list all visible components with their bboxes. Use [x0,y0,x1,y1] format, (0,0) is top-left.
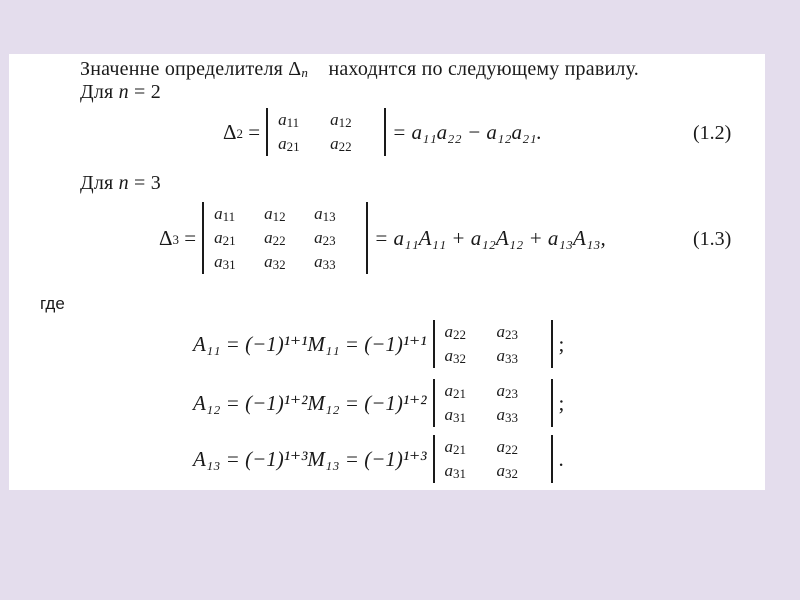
matrix-cell: $a_{11}$ [214,204,236,224]
minor-determinant [433,435,553,483]
intro-line-3 [80,172,161,195]
intro3-for: Для [80,172,114,194]
equation-1-3: Δ $_3$ = $a_{11}$ $a_{12}$ $a_{13}$ $a_{21}$ $a_{22}$ $a_{23}$ $a_{31}$ $a_{32}$ $a_{33}$ = a₁₁A₁₁ + a₁₂A₁₂ + a₁₃A₁₃, [159,204,606,272]
cofactor-lhs: A₁₃ = (−1)¹⁺³M₁₃ = (−1)¹⁺³ [193,446,427,471]
cofactor-lhs: A₁₁ = (−1)¹⁺¹M₁₁ = (−1)¹⁺¹ [193,331,427,356]
cofactor-end: ; [558,390,565,415]
cofactor-a11 [193,320,564,368]
delta-symbol: Δ [223,119,237,144]
matrix-cell: $a_{13}$ [314,204,336,224]
equation-rhs: = a₁₁a₂₂ − a₁₂a₂₁. [392,119,542,144]
matrix-cell: $a_{31}$ [444,405,467,425]
cofactor-end: ; [558,331,565,356]
intro-eq: = 2 [134,81,161,103]
cofactor-a12 [193,379,564,427]
intro-line-1 [80,58,639,81]
matrix-cell: $a_{33}$ [496,346,519,366]
matrix-cell: $a_{32}$ [444,346,467,366]
where-label: где [40,294,65,313]
determinant-2x2 [266,108,386,156]
matrix-cell: $a_{21}$ [444,381,467,401]
intro-n: n [118,81,129,103]
matrix-cell: $a_{31}$ [214,252,236,272]
equation-number-1-2: (1.2) [693,122,732,144]
matrix-cell: $a_{22}$ [444,322,467,342]
delta3-sub: 3 [172,232,180,247]
matrix-cell: $a_{12}$ [264,204,286,224]
matrix-cell: $a_{12}$ [330,110,352,130]
delta3-symbol: Δ [159,225,173,250]
equation-rhs-3: = a₁₁A₁₁ + a₁₂A₁₂ + a₁₃A₁₃, [374,225,606,250]
cofactor-lhs: A₁₂ = (−1)¹⁺²M₁₂ = (−1)¹⁺² [193,390,427,415]
matrix-cell: $a_{22}$ [330,134,352,154]
minor-determinant [433,320,553,368]
intro-text: Значенне определителя Δ [80,58,302,80]
cofactor-a13 [193,435,564,483]
matrix-cell: $a_{11}$ [278,110,300,130]
delta-sub: 2 [236,126,244,141]
matrix-cell: $a_{23}$ [314,228,336,248]
matrix-cell: $a_{21}$ [278,134,300,154]
cofactor-end: . [558,446,564,471]
document-page [9,54,765,490]
matrix-cell: $a_{22}$ [496,437,519,457]
matrix-cell: $a_{21}$ [444,437,467,457]
matrix-cell: $a_{23}$ [496,381,519,401]
determinant-3x3 [202,202,368,274]
matrix-cell: $a_{33}$ [314,252,336,272]
matrix-cell: $a_{22}$ [264,228,286,248]
intro-text-end: находнтся по следующему правилу. [328,58,639,80]
intro3-n: n [118,172,129,194]
equation-1-2: Δ $_2$ = $a_{11}$ $a_{12}$ $a_{21}$ $a_{22}$ = a₁₁a₂₂ − a₁₂a₂₁. [223,110,542,154]
intro-sub-n: n [301,65,309,80]
minor-determinant [433,379,553,427]
matrix-cell: $a_{21}$ [214,228,236,248]
intro-line-2 [80,81,161,104]
matrix-cell: $a_{32}$ [496,461,519,481]
matrix-cell: $a_{31}$ [444,461,467,481]
intro3-eq: = 3 [134,172,161,194]
matrix-cell: $a_{23}$ [496,322,519,342]
intro-for: Для [80,81,114,103]
matrix-cell: $a_{32}$ [264,252,286,272]
equation-number-1-3: (1.3) [693,228,732,250]
matrix-cell: $a_{33}$ [496,405,519,425]
